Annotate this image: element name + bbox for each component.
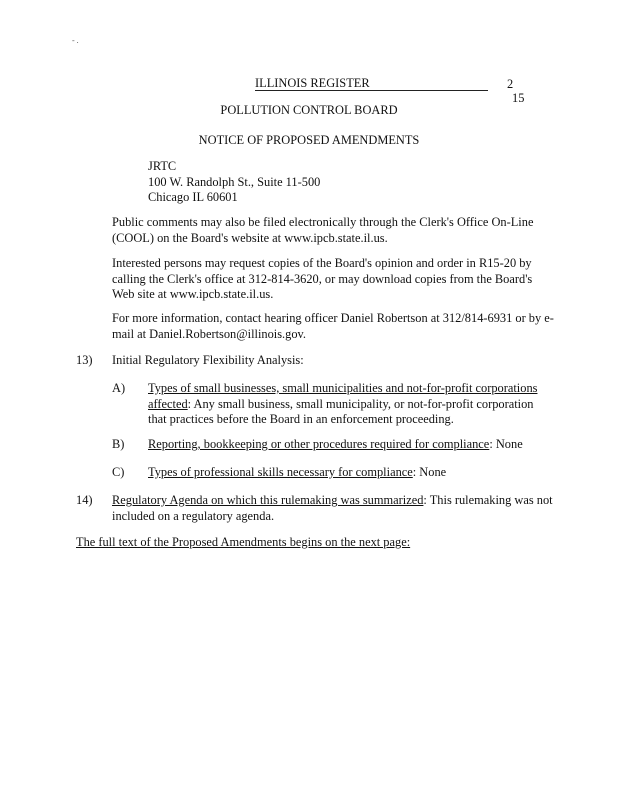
paragraph-line: For more information, contact hearing officer Daniel Robertson at 312/814-6931 or by e- — [112, 311, 554, 325]
board-name: POLLUTION CONTROL BOARD — [220, 103, 398, 117]
item-a-label: A) — [112, 381, 126, 395]
item-c-description: : None — [412, 465, 447, 479]
paragraph-line: (COOL) on the Board's website at www.ipcb.state.il.us. — [112, 230, 388, 245]
section-14-continuation: included on a regulatory agenda. — [112, 508, 275, 523]
address-line: Chicago IL 60601 — [148, 190, 238, 204]
address-line: 100 W. Randolph St., Suite 11-500 — [148, 174, 321, 189]
item-c-heading: Types of professional skills necessary for compliance — [148, 465, 413, 479]
item-a-continuation: that practices before the Board in an enforcement proceeding. — [148, 412, 454, 426]
paragraph-line: mail at Daniel.Robertson@illinois.gov. — [112, 326, 307, 341]
item-b-description: : None — [489, 437, 523, 451]
copies-paragraph — [112, 256, 532, 303]
item-b-heading: Reporting, bookkeeping or other procedures required for compliance — [148, 437, 490, 451]
item-a-heading: Types of small businesses, small municipalities and not-for-profit corporations affected — [148, 381, 538, 411]
closing-line: The full text of the Proposed Amendments begins on the next page: — [76, 535, 411, 549]
item-a-description: : Any small business, small municipality, or not-for-profit corporation — [187, 396, 534, 411]
section-13-number: 13) — [76, 353, 93, 367]
address-block — [148, 159, 320, 206]
page-number-prefix: 2 — [507, 77, 514, 91]
notice-title: NOTICE OF PROPOSED AMENDMENTS — [198, 133, 420, 147]
item-a-text — [148, 381, 543, 428]
info-paragraph — [112, 311, 554, 342]
item-b-label: B) — [112, 437, 125, 451]
section-14-heading: Regulatory Agenda on which this rulemaking was summarized — [112, 493, 424, 507]
address-line: JRTC — [148, 159, 177, 173]
paragraph-line: calling the Clerk's office at 312-814-3620, or may download copies from the Board's — [112, 271, 533, 286]
corner-mark: - . — [72, 36, 79, 45]
item-b-text — [148, 437, 523, 451]
register-title: ILLINOIS REGISTER — [255, 77, 488, 91]
page-number-suffix: 15 — [512, 91, 525, 105]
section-14-text — [112, 493, 553, 524]
section-14-number: 14) — [76, 493, 93, 507]
section-14-description: : This rulemaking was not — [423, 493, 553, 507]
item-c-text — [148, 465, 446, 479]
item-c-label: C) — [112, 465, 125, 479]
section-13-title: Initial Regulatory Flexibility Analysis: — [112, 353, 304, 367]
paragraph-line: Web site at www.ipcb.state.il.us. — [112, 287, 274, 301]
paragraph-line: Interested persons may request copies of the Board's opinion and order in R15-20 by — [112, 256, 532, 270]
cool-paragraph — [112, 215, 533, 246]
paragraph-line: Public comments may also be filed electronically through the Clerk's Office On-Line — [112, 215, 534, 229]
